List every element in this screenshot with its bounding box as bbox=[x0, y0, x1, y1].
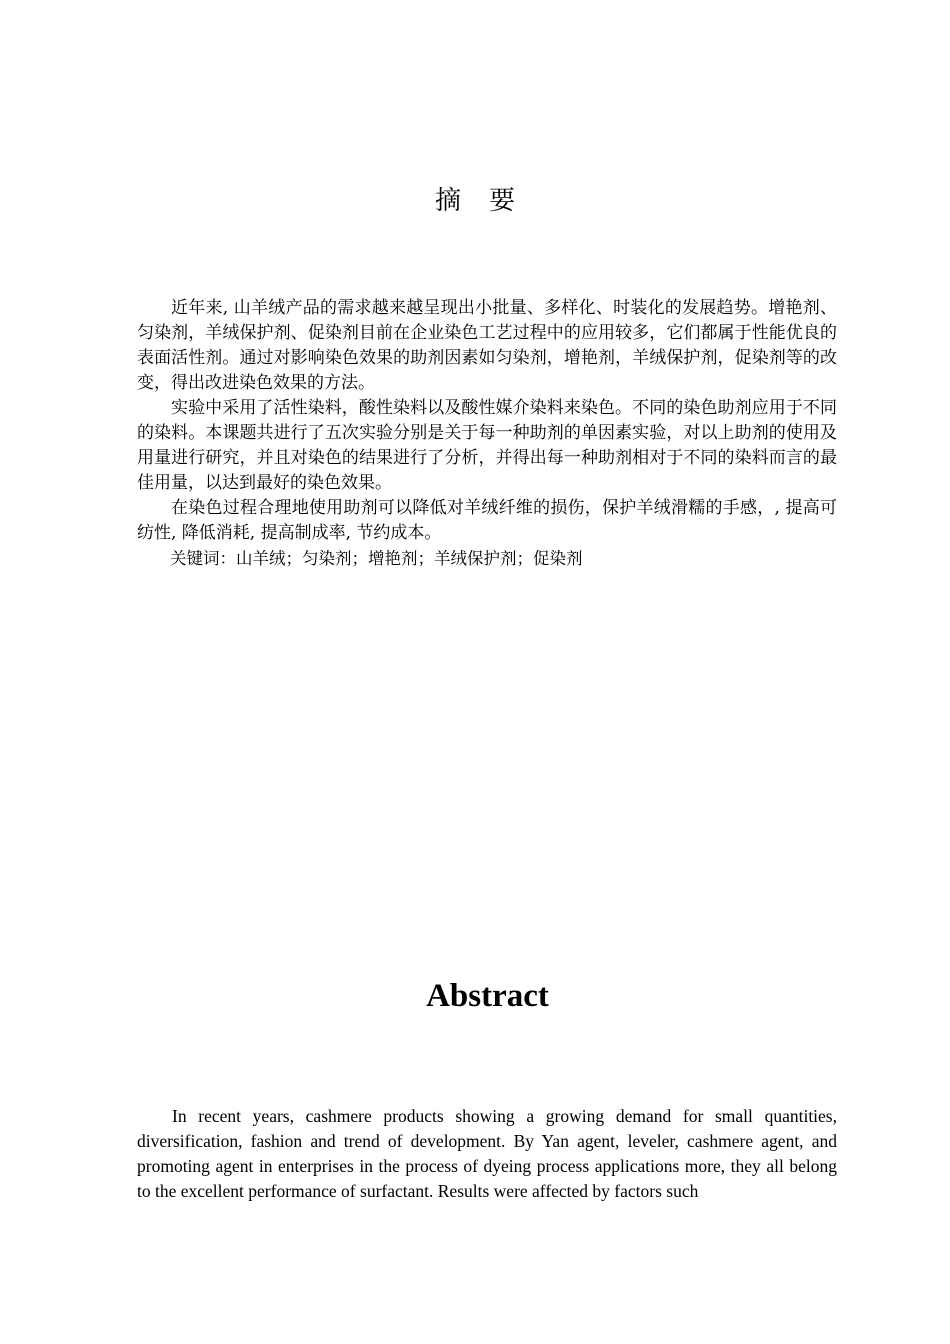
chinese-paragraph-3: 在染色过程合理地使用助剂可以降低对羊绒纤维的损伤，保护羊绒滑糯的手感，, 提高可纺性, 降低消耗, 提高制成率, 节约成本。 bbox=[137, 498, 837, 543]
english-abstract-title: Abstract bbox=[426, 978, 549, 1014]
chinese-abstract-title bbox=[0, 180, 950, 217]
title-char: 要 bbox=[489, 186, 516, 216]
chinese-paragraph-2: 实验中采用了活性染料，酸性染料以及酸性媒介染料来染色。不同的染色助剂应用于不同的染料。本课题共进行了五次实验分别是关于每一种助剂的单因素实验，对以上助剂的使用及用量进行研究，并且对染色的结果进行了分析，并得出每一种助剂相对于不同的染料而言的最佳用量，以达到最好的染色效果。 bbox=[137, 398, 837, 493]
title-char: 摘 bbox=[434, 186, 461, 216]
english-paragraph-1: In recent years, cashmere products showing a growing demand for small quantities, diversification, fashion and trend of development. By Yan agent, leveler, cashmere agent, and promoting agent in enterprises in the process of dyeing process applications more, they all belong to the excellent performance of surfactant. Results were affected by factors such bbox=[137, 1106, 837, 1201]
chinese-abstract-body bbox=[137, 296, 837, 571]
english-abstract-body bbox=[137, 1104, 837, 1204]
chinese-paragraph-1: 近年来, 山羊绒产品的需求越来越呈现出小批量、多样化、时装化的发展趋势。增艳剂、匀染剂，羊绒保护剂、促染剂目前在企业染色工艺过程中的应用较多，它们都属于性能优良的表面活性剂。通过对影响染色效果的助剂因素如匀染剂，增艳剂，羊绒保护剂，促染剂等的改变，得出改进染色效果的方法。 bbox=[137, 298, 837, 393]
chinese-keywords: 关键词：山羊绒；匀染剂；增艳剂；羊绒保护剂；促染剂 bbox=[170, 549, 583, 568]
